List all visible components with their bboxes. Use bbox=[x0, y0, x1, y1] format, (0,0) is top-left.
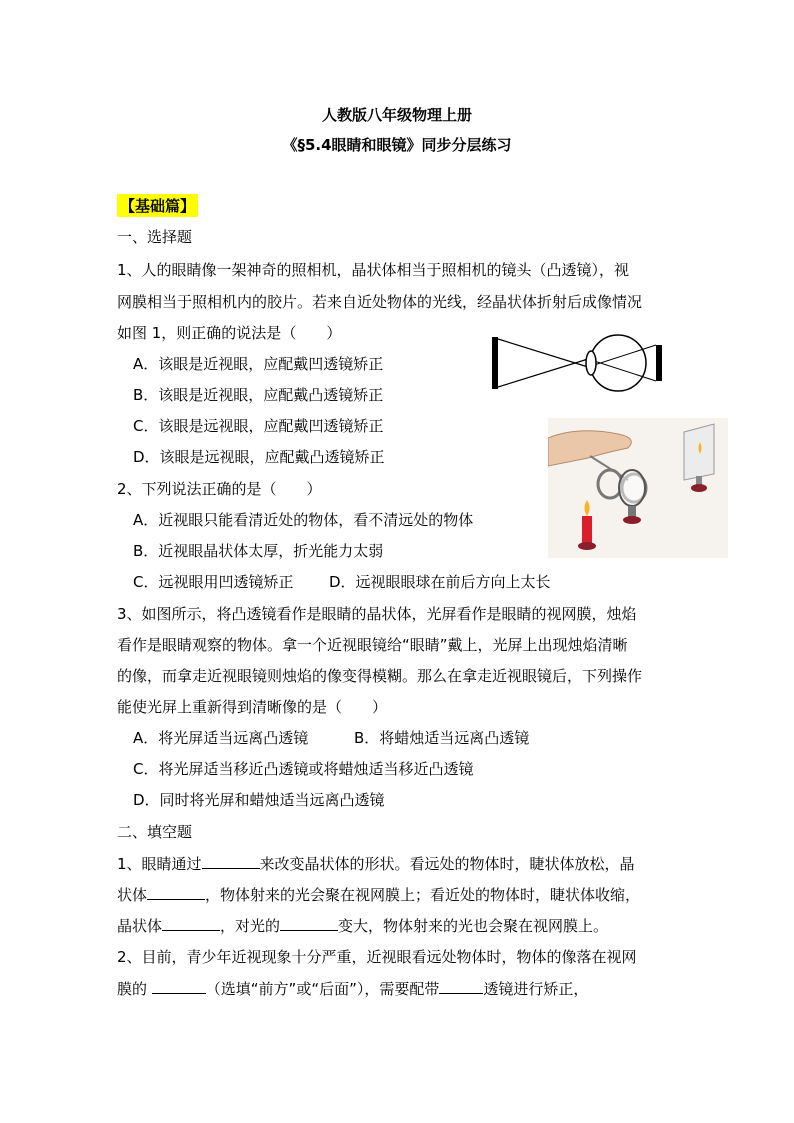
q3-line-4: 能使光屏上重新得到清晰像的是（ ） bbox=[117, 698, 388, 716]
f2-text-b: 膜的 bbox=[117, 980, 152, 998]
light-ray-bottom bbox=[498, 359, 588, 387]
candle-lens-experiment-figure bbox=[548, 418, 728, 558]
part2-heading: 二、填空题 bbox=[117, 823, 193, 841]
answer-blank-1[interactable] bbox=[202, 853, 260, 869]
answer-blank-2[interactable] bbox=[147, 884, 205, 900]
q1-line-2: 网膜相当于照相机内的胶片。若来自近处物体的光线，经晶状体折射后成像情况 bbox=[117, 293, 643, 311]
eye-diagram-figure bbox=[488, 333, 674, 393]
answer-blank-5[interactable] bbox=[152, 978, 206, 994]
answer-blank-4[interactable] bbox=[280, 915, 338, 931]
candle-base bbox=[578, 542, 596, 550]
lens-base bbox=[623, 516, 641, 524]
f2-text-d: 透镜进行矫正， bbox=[483, 980, 589, 998]
retina-image bbox=[656, 345, 662, 381]
q3-option-b: B．将蜡烛适当远离凸透镜 bbox=[354, 729, 530, 747]
q3-option-c: C．将光屏适当移近凸透镜或将蜡烛适当移近凸透镜 bbox=[133, 760, 474, 778]
q1-line-1: 1、人的眼睛像一架神奇的照相机，晶状体相当于照相机的镜头（凸透镜），视 bbox=[117, 261, 630, 279]
q2-option-c: C．远视眼用凹透镜矫正 bbox=[133, 573, 294, 591]
f1-text-f: ，对光的 bbox=[220, 917, 281, 935]
f1-text-e: 晶状体 bbox=[117, 917, 163, 935]
q3-line-1: 3、如图所示，将凸透镜看作是眼睛的晶状体，光屏看作是眼睛的视网膜，烛焰 bbox=[117, 605, 637, 623]
f1-text-c: 状体 bbox=[117, 886, 148, 904]
answer-blank-6[interactable] bbox=[439, 978, 483, 994]
f1-line-2 bbox=[117, 884, 640, 905]
f1-line-3 bbox=[117, 915, 608, 936]
convex-lens-icon bbox=[619, 470, 645, 506]
q3-option-a: A．将光屏适当远离凸透镜 bbox=[133, 729, 309, 747]
q2-stem: 2、下列说法正确的是（ ） bbox=[117, 480, 322, 498]
candle-icon bbox=[582, 516, 592, 544]
crystalline-lens bbox=[586, 351, 596, 375]
f2-text-c: （选填“前方”或“后面”），需要配带 bbox=[205, 980, 440, 998]
f1-text-a: 1、眼睛通过 bbox=[117, 855, 202, 873]
q1-option-c: C．该眼是远视眼，应配戴凹透镜矫正 bbox=[133, 417, 384, 435]
section-badge: 【基础篇】 bbox=[117, 194, 198, 217]
q3-line-2: 看作是眼睛观察的物体。拿一个近视眼镜给“眼睛”戴上，光屏上出现烛焰清晰 bbox=[117, 636, 628, 654]
answer-blank-3[interactable] bbox=[162, 915, 220, 931]
light-screen-icon bbox=[684, 424, 714, 480]
f1-text-b: 来改变晶状体的形状。看远处的物体时，睫状体放松，晶 bbox=[259, 855, 635, 873]
q1-option-d: D．该眼是远视眼，应配戴凸透镜矫正 bbox=[133, 448, 385, 466]
screen-base bbox=[691, 484, 707, 492]
page-title: 人教版八年级物理上册 bbox=[321, 106, 472, 124]
q2-option-d: D．远视眼眼球在前后方向上太长 bbox=[329, 573, 551, 591]
q1-option-b: B．该眼是近视眼，应配戴凸透镜矫正 bbox=[133, 386, 384, 404]
f2-line-1: 2、目前，青少年近视现象十分严重，近视眼看远处物体时，物体的像落在视网 bbox=[117, 948, 637, 966]
f1-line-1 bbox=[117, 853, 635, 874]
q3-line-3: 的像，而拿走近视眼镜则烛焰的像变得模糊。那么在拿走近视眼镜后，下列操作 bbox=[117, 667, 643, 685]
q2-option-b: B．近视眼晶状体太厚，折光能力太弱 bbox=[133, 542, 384, 560]
q2-option-a: A．近视眼只能看清近处的物体，看不清远处的物体 bbox=[133, 511, 474, 529]
q1-option-a: A．该眼是近视眼，应配戴凹透镜矫正 bbox=[133, 355, 384, 373]
f1-text-d: ，物体射来的光会聚在视网膜上；看近处的物体时，睫状体收缩， bbox=[205, 886, 641, 904]
object-bar bbox=[492, 337, 498, 389]
f1-text-g: 变大，物体射来的光也会聚在视网膜上。 bbox=[338, 917, 609, 935]
part1-heading: 一、选择题 bbox=[117, 228, 193, 246]
eyeball-outline bbox=[590, 335, 646, 391]
q1-line-3: 如图 1，则正确的说法是（ ） bbox=[117, 324, 342, 342]
page-subtitle: 《§5.4眼睛和眼镜》同步分层练习 bbox=[282, 136, 512, 154]
f2-line-2 bbox=[117, 978, 588, 999]
q3-option-d: D．同时将光屏和蜡烛适当远离凸透镜 bbox=[133, 791, 385, 809]
